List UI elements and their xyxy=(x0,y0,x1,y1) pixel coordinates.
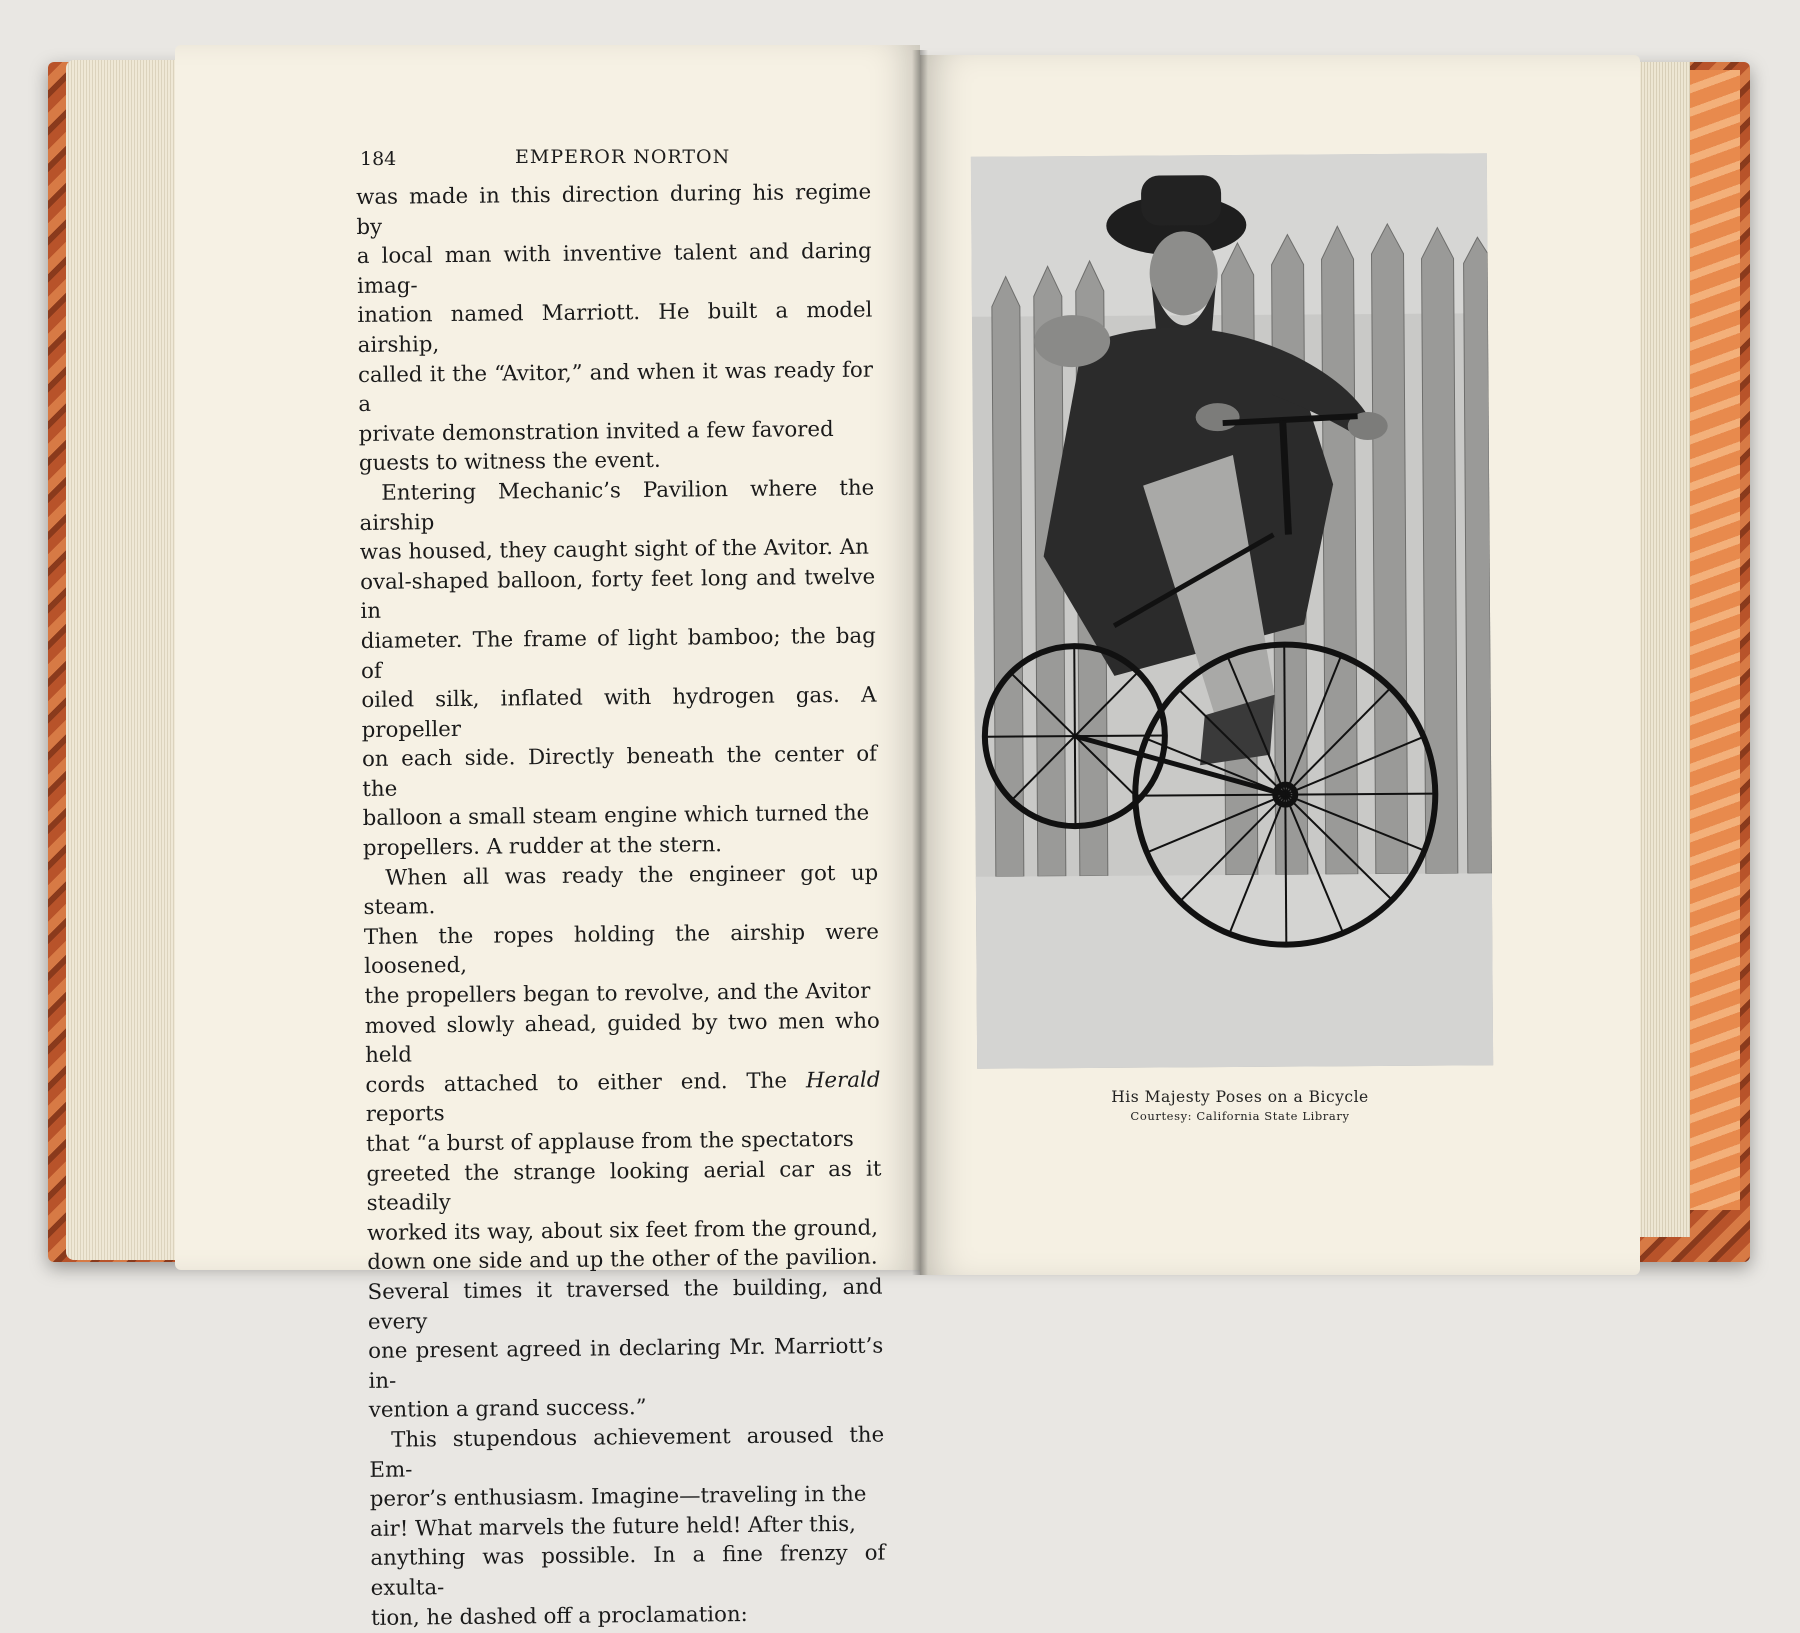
text-line xyxy=(366,1154,882,1219)
text-line-main: This stupendous achievement aroused the Em- xyxy=(369,1422,885,1483)
text-line-main: Several times it traversed the building, and every xyxy=(367,1274,883,1335)
text-line-main: moved slowly ahead, guided by two men who held xyxy=(364,1008,880,1069)
text-line-main: peror’s enthusiasm. Imagine—traveling in the xyxy=(369,1481,867,1513)
photo-illustration xyxy=(971,153,1493,1069)
text-line-main: greeted the strange looking aerial car as it steadily xyxy=(366,1156,882,1217)
photo-caption xyxy=(1040,1088,1440,1123)
text-line-main: tion, he dashed off a proclamation: xyxy=(370,1601,748,1631)
text-line xyxy=(358,414,873,449)
text-line xyxy=(369,1420,885,1485)
text-line-main: diameter. The frame of light bamboo; the bag of xyxy=(360,623,876,684)
text-line-main: balloon a small steam engine which turned the xyxy=(362,801,870,832)
text-line xyxy=(356,178,872,243)
text-line-main: oiled silk, inflated with hydrogen gas. A propeller xyxy=(361,682,877,743)
text-line-main: vention a grand success.” xyxy=(368,1395,647,1424)
text-line-main: was housed, they caught sight of the Avitor. An xyxy=(359,534,870,566)
book-gutter xyxy=(912,50,928,1275)
text-line-main: anything was possible. In a fine frenzy of exulta- xyxy=(370,1540,886,1601)
text-line xyxy=(357,237,873,302)
text-line xyxy=(366,1125,881,1160)
text-line-main: on each side. Directly beneath the center of the xyxy=(361,741,878,802)
text-line-main: guests to witness the event. xyxy=(358,448,661,477)
text-line-main: worked its way, about six feet from the ground, xyxy=(366,1215,879,1246)
text-line-main: the propellers began to revolve, and the Avitor xyxy=(364,978,871,1009)
text-line-main: down one side and up the other of the pavilion. xyxy=(367,1244,878,1276)
text-line-main: that “a burst of applause from the spectators xyxy=(365,1126,854,1157)
text-line xyxy=(357,296,873,361)
text-line xyxy=(360,562,876,627)
text-line-main: called it the “Avitor,” and when it was ready for a xyxy=(357,357,874,418)
text-line xyxy=(358,355,874,420)
text-line-main: Then the ropes holding the airship were loosened, xyxy=(363,919,880,980)
text-line-main: When all was ready the engineer got up steam. xyxy=(363,860,879,921)
page-number: 184 xyxy=(360,148,397,170)
running-head xyxy=(360,140,880,174)
text-line xyxy=(362,740,878,805)
text-line xyxy=(364,917,880,982)
text-line-main: Entering Mechanic’s Pavilion where the airship xyxy=(359,475,875,536)
text-line xyxy=(370,1539,886,1604)
text-line xyxy=(363,799,878,834)
caption-title: His Majesty Poses on a Bicycle xyxy=(1111,1088,1369,1106)
text-line xyxy=(359,474,875,539)
text-line-main: was made in this direction during his regime by xyxy=(356,179,872,240)
text-line xyxy=(365,1065,881,1130)
text-line xyxy=(363,858,879,923)
text-line xyxy=(361,681,877,746)
text-line-main: propellers. A rudder at the stern. xyxy=(362,832,723,862)
text-line-main: oval-shaped balloon, forty feet long and twelve in xyxy=(360,564,876,625)
caption-credit: Courtesy: California State Library xyxy=(1130,1109,1350,1123)
bicycle-photograph xyxy=(971,153,1493,1069)
text-line-main: ination named Marriott. He built a model airship, xyxy=(357,297,873,358)
italic-term: Herald xyxy=(805,1067,881,1094)
body-text xyxy=(356,178,886,1633)
text-line-main: private demonstration invited a few favored xyxy=(358,416,834,447)
text-line xyxy=(364,977,879,1012)
endpaper xyxy=(1690,70,1740,1210)
text-line-main: cords attached to either end. The xyxy=(365,1068,788,1098)
text-line xyxy=(371,1598,886,1633)
text-line xyxy=(368,1332,884,1397)
text-line xyxy=(367,1273,883,1338)
text-line-main: one present agreed in declaring Mr. Marriott’s in- xyxy=(368,1333,884,1394)
running-head-title: EMPEROR NORTON xyxy=(515,146,731,168)
text-line xyxy=(365,1006,881,1071)
text-line-main: a local man with inventive talent and daring imag- xyxy=(356,238,872,299)
text-line xyxy=(361,621,877,686)
text-line-after: reports xyxy=(365,1101,445,1128)
text-line-main: air! What marvels the future held! After this, xyxy=(369,1511,857,1542)
